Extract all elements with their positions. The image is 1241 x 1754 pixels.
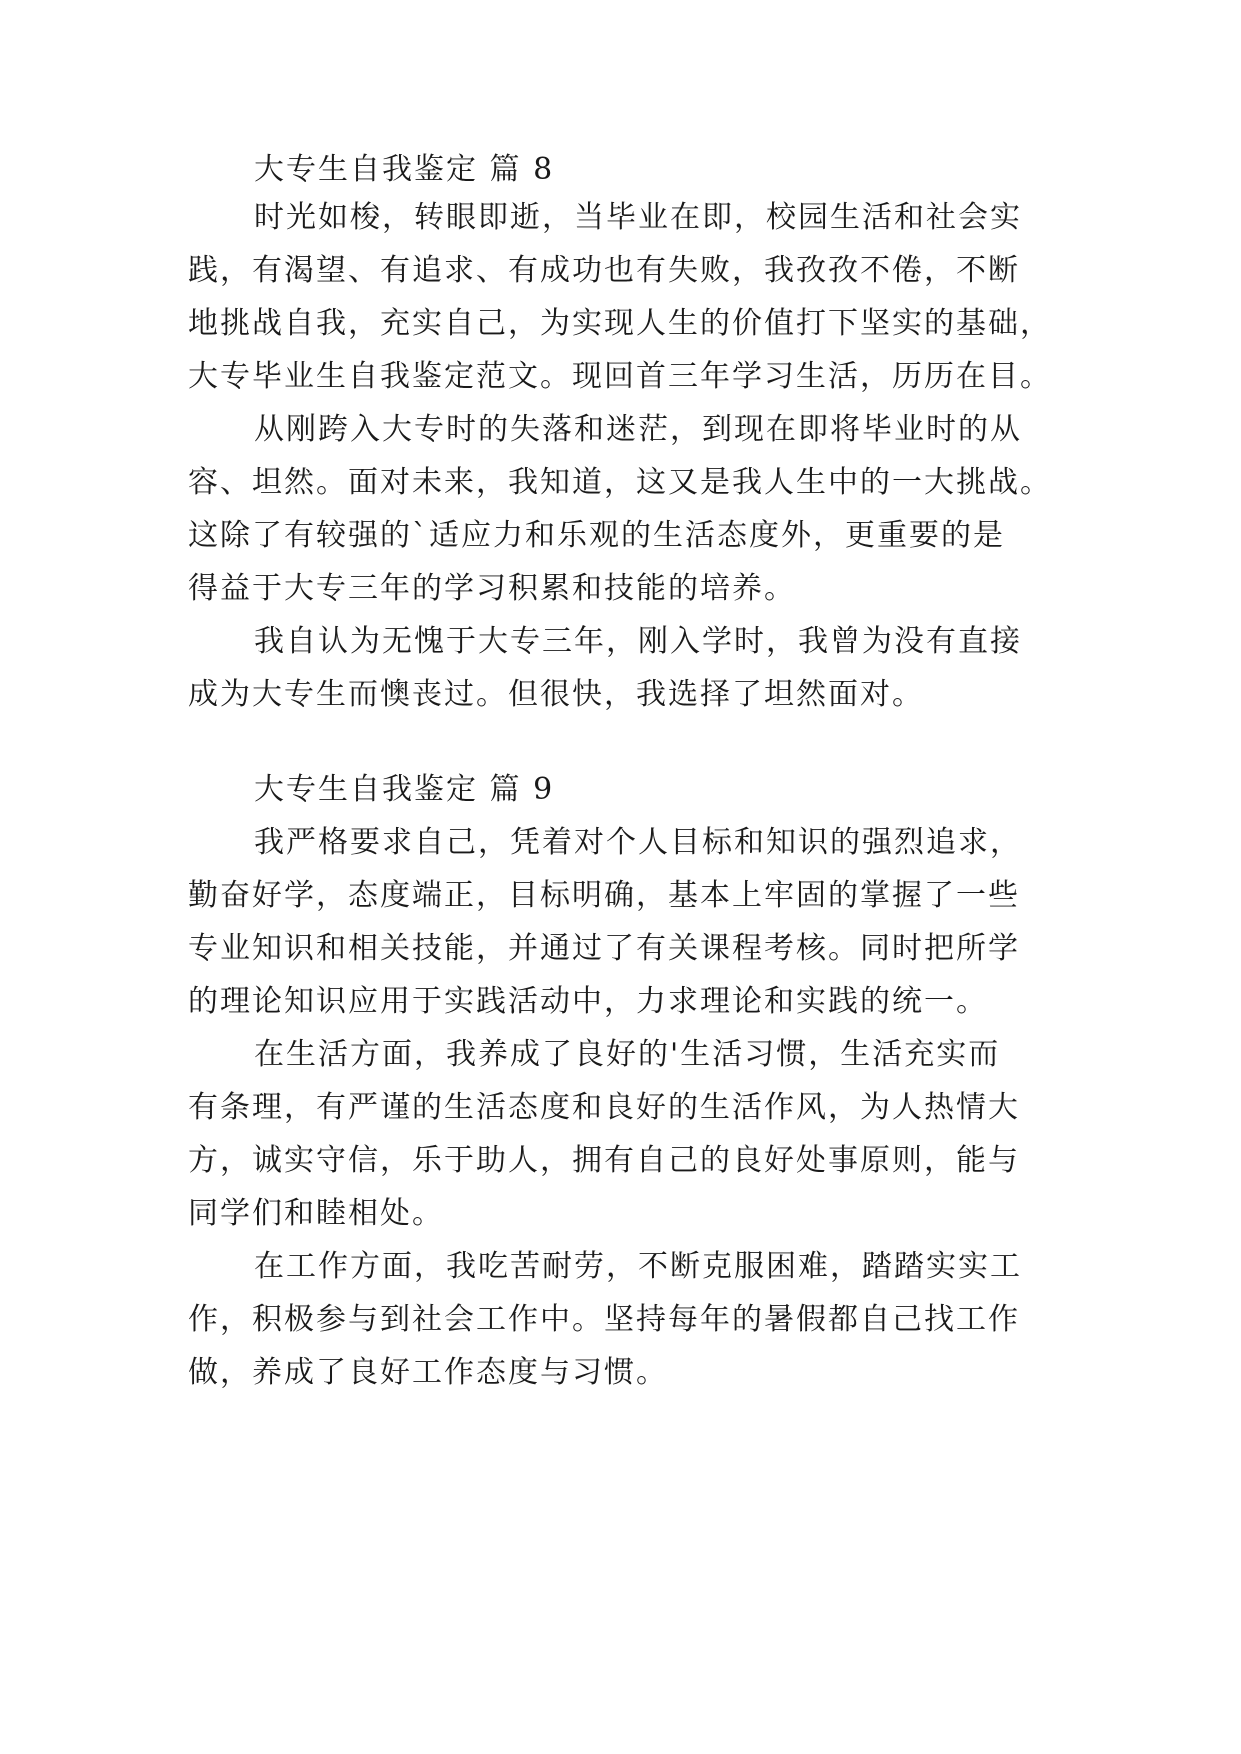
- section-title-8: 大专生自我鉴定 篇 8: [254, 152, 555, 187]
- paragraph-line: 在工作方面，我吃苦耐劳，不断克服困难，踏踏实实工: [254, 1249, 1022, 1284]
- paragraph-line: 做，养成了良好工作态度与习惯。: [188, 1355, 668, 1390]
- paragraph-line: 容、坦然。面对未来，我知道，这又是我人生中的一大挑战。: [188, 465, 1052, 500]
- paragraph-line: 得益于大专三年的学习积累和技能的培养。: [188, 571, 796, 606]
- paragraph-line: 地挑战自我，充实自己，为实现人生的价值打下坚实的基础，: [188, 306, 1052, 341]
- paragraph-line: 在生活方面，我养成了良好的'生活习惯，生活充实而: [254, 1037, 1001, 1072]
- paragraph-line: 专业知识和相关技能，并通过了有关课程考核。同时把所学: [188, 931, 1020, 966]
- paragraph-line: 成为大专生而懊丧过。但很快，我选择了坦然面对。: [188, 677, 924, 712]
- paragraph-line: 从刚跨入大专时的失落和迷茫，到现在即将毕业时的从: [254, 412, 1022, 447]
- paragraph-line: 作，积极参与到社会工作中。坚持每年的暑假都自己找工作: [188, 1302, 1020, 1337]
- paragraph-line: 这除了有较强的`适应力和乐观的生活态度外，更重要的是: [188, 518, 1005, 553]
- paragraph-line: 有条理，有严谨的生活态度和良好的生活作风，为人热情大: [188, 1090, 1020, 1125]
- paragraph-line: 时光如梭，转眼即逝，当毕业在即，校园生活和社会实: [254, 200, 1022, 235]
- paragraph-line: 我自认为无愧于大专三年，刚入学时，我曾为没有直接: [254, 624, 1022, 659]
- paragraph-line: 勤奋好学，态度端正，目标明确，基本上牢固的掌握了一些: [188, 878, 1020, 913]
- paragraph-line: 的理论知识应用于实践活动中，力求理论和实践的统一。: [188, 984, 988, 1019]
- paragraph-line: 同学们和睦相处。: [188, 1196, 444, 1231]
- section-title-9: 大专生自我鉴定 篇 9: [254, 772, 555, 807]
- paragraph-line: 我严格要求自己，凭着对个人目标和知识的强烈追求，: [254, 825, 1022, 860]
- paragraph-line: 大专毕业生自我鉴定范文。现回首三年学习生活，历历在目。: [188, 359, 1052, 394]
- paragraph-line: 方，诚实守信，乐于助人，拥有自己的良好处事原则，能与: [188, 1143, 1020, 1178]
- paragraph-line: 践，有渴望、有追求、有成功也有失败，我孜孜不倦，不断: [188, 253, 1020, 288]
